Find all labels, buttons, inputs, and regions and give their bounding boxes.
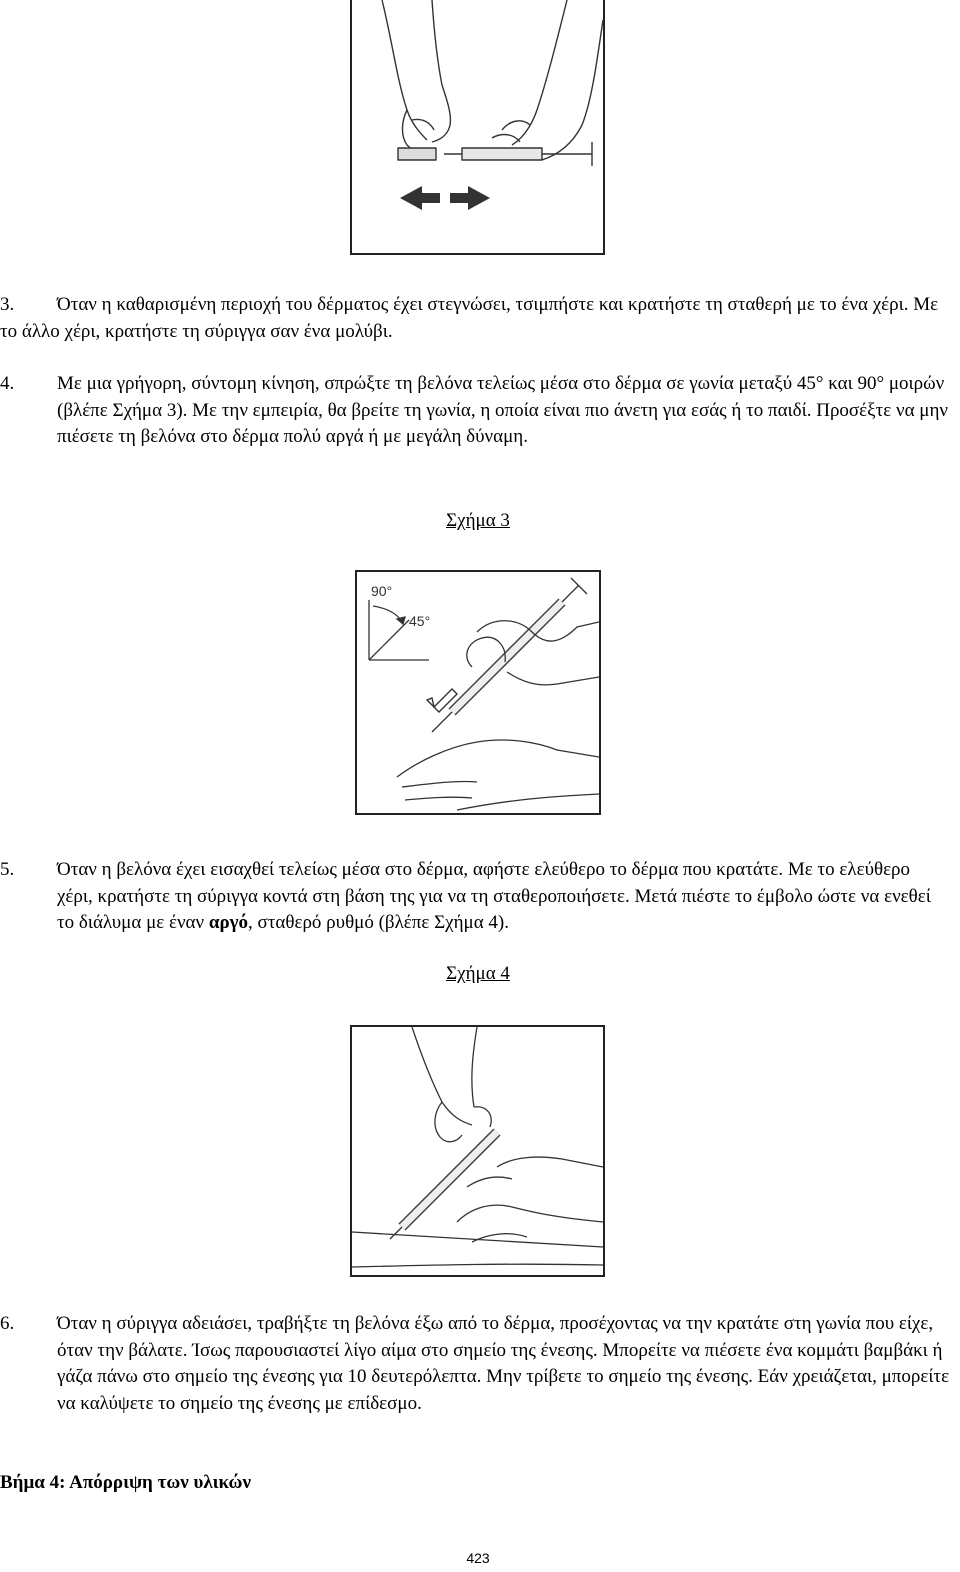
step-6-number: 6.: [0, 1313, 15, 1334]
step-3-number: 3.: [0, 294, 15, 315]
step-4-number: 4.: [0, 373, 15, 394]
step-4-text: Με μια γρήγορη, σύντομη κίνηση, σπρώξτε τη βελόνα τελείως μέσα στο δέρμα σε γωνία μεταξύ 45° και 90° μοιρών (βλέπε Σχήμα 3). Με την εμπειρία, θα βρείτε τη γωνία, η οποία είναι πιο άνετη για εσάς ή το παιδί. Προσέξτε να μην πιέσετε τη βελόνα στο δέρμα πολύ αργά ή με μεγάλη δύναμη.: [57, 373, 948, 447]
figure-4-caption: Σχήμα 4: [446, 963, 510, 984]
injection-plunger-illustration: [352, 1027, 603, 1275]
angle-90-label: 90°: [371, 583, 393, 599]
step-5-text: Όταν η βελόνα έχει εισαχθεί τελείως μέσα στο δέρμα, αφήστε ελεύθερο το δέρμα που κρατάτε. Με το ελεύθερο χέρι, κρατήστε τη σύριγγα κοντά στη βάση της για να τη σταθεροποιήσετε. Μετά πιέστε το έμβολο ώστε να ενεθεί το διάλυμα με έναν αργό, σταθερό ρυθμό (βλέπε Σχήμα 4).: [57, 859, 931, 933]
injection-angle-illustration: [357, 572, 599, 813]
figure-remove-cap: [350, 0, 605, 255]
step-5: [0, 857, 950, 965]
figure-3-caption: Σχήμα 3: [446, 510, 510, 531]
step-3-text: Όταν η καθαρισμένη περιοχή του δέρματος έχει στεγνώσει, τσιμπήστε και κρατήστε τη σταθερή με το ένα χέρι. Με το άλλο χέρι, κρατήστε τη σύριγγα σαν ένα μολύβι.: [0, 294, 939, 342]
figure-3: [355, 570, 601, 815]
remove-cap-illustration: [352, 0, 603, 253]
step-5-number: 5.: [0, 859, 15, 880]
step-3: [0, 292, 950, 346]
page-number: 423: [466, 1550, 490, 1566]
step-6: [0, 1311, 950, 1446]
step-5-bold-word: αργό: [208, 912, 249, 933]
figure-4: [350, 1025, 605, 1277]
step-6-text: Όταν η σύριγγα αδειάσει, τραβήξτε τη βελόνα έξω από το δέρμα, προσέχοντας να την κρατάτε στη γωνία που είχε, όταν την βάλατε. Ίσως παρουσιαστεί λίγο αίμα στο σημείο της ένεσης. Μπορείτε να πιέσετε ένα κομμάτι βαμβάκι ή γάζα πάνω στο σημείο της ένεσης για 10 δευτερόλεπτα. Μην τρίβετε το σημείο της ένεσης. Εάν χρειάζεται, μπορείτε να καλύψετε το σημείο της ένεσης με επίδεσμο.: [57, 1313, 950, 1414]
step-4: [0, 371, 950, 479]
section-heading: Βήμα 4: Απόρριψη των υλικών: [0, 1472, 251, 1493]
angle-45-label: 45°: [409, 613, 431, 629]
